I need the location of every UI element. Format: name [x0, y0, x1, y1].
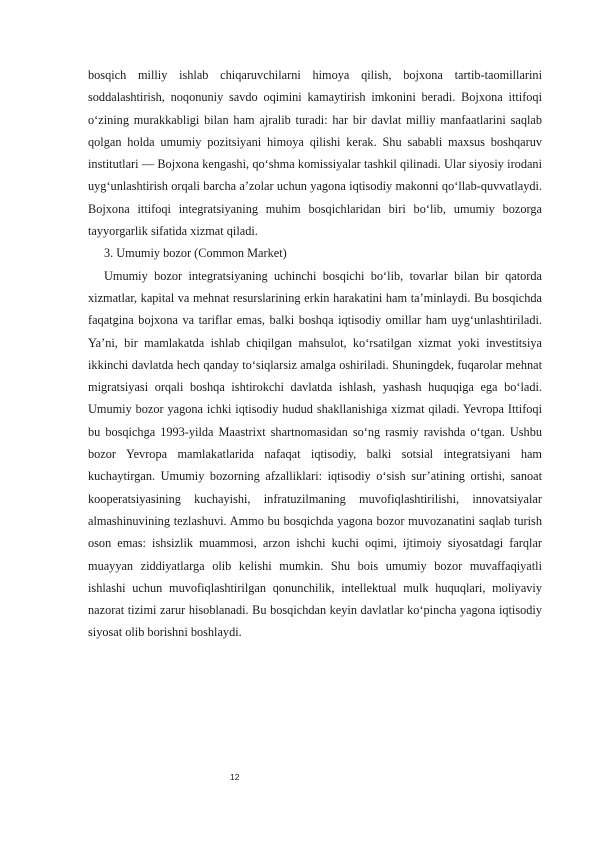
page-number: 12 [230, 772, 240, 782]
body-paragraph-bojxona-ittifoqi: bosqich milliy ishlab chiqaruvchilarni himoya qilish, bojxona tartib-taomillarini soddalashtirish, noqonuniy savdo oqimini kamaytirish imkonini beradi. Bojxona ittifoqi o‘zining murakkabligi bilan ham ajralib turadi: har bir davlat milliy manfaatlarini saqlab qolgan holda umumiy pozitsiyani himoya qilishi kerak. Shu sababli maxsus boshqaruv institutlari — Bojxona kengashi, qo‘shma komissiyalar tashkil qilinadi. Ular siyosiy irodani uyg‘unlashtirish orqali barcha a’zolar uchun yagona iqtisodiy makonni qo‘llab-quvvatlaydi. Bojxona ittifoqi integratsiyaning muhim bosqichlaridan biri bo‘lib, umumiy bozorga tayyorgarlik sifatida xizmat qiladi. [88, 68, 542, 239]
document-page [88, 64, 542, 644]
body-paragraph-umumiy-bozor: Umumiy bozor integratsiyaning uchinchi bosqichi bo‘lib, tovarlar bilan bir qatorda xizmatlar, kapital va mehnat resurslarining erkin harakatini ham ta’minlaydi. Bu bosqichda faqatgina bojxona va tariflar emas, balki boshqa iqtisodiy omillar ham uyg‘unlashtiriladi. Ya’ni, bir mamlakatda ishlab chiqilgan mahsulot, ko‘rsatilgan xizmat yoki investitsiya ikkinchi davlatda hech qanday to‘siqlarsiz amalga oshiriladi. Shuningdek, fuqarolar mehnat migratsiyasi orqali boshqa ishtirokchi davlatda ishlash, yashash huquqiga ega bo‘ladi. Umumiy bozor yagona ichki iqtisodiy hudud shakllanishiga xizmat qiladi. Yevropa Ittifoqi bu bosqichga 1993-yilda Maastrixt shartnomasidan so‘ng rasmiy ravishda o‘tgan. Ushbu bozor Yevropa mamlakatlarida nafaqat iqtisodiy, balki sotsial integratsiyani ham kuchaytirgan. Umumiy bozorning afzalliklari: iqtisodiy o‘sish sur’atining ortishi, sanoat kooperatsiyasining kuchayishi, infratuzilmaning muvofiqlashtirilishi, innovatsiyalar almashinuvining tezlashuvi. Ammo bu bosqichda yagona bozor muvozanatini saqlab turish oson emas: ishsizlik muammosi, arzon ishchi kuchi oqimi, ijtimoiy siyosatdagi farqlar muayyan ziddiyatlarga olib kelishi mumkin. Shu bois umumiy bozor muvaffaqiyatli ishlashi uchun muvofiqlashtirilgan qonunchilik, intellektual mulk huquqlari, moliyaviy nazorat tizimi zarur hisoblanadi. Bu bosqichdan keyin davlatlar ko‘pincha yagona iqtisodiy siyosat olib borishni boshlaydi. [88, 268, 542, 640]
section-heading-umumiy-bozor: 3. Umumiy bozor (Common Market) [104, 246, 287, 261]
